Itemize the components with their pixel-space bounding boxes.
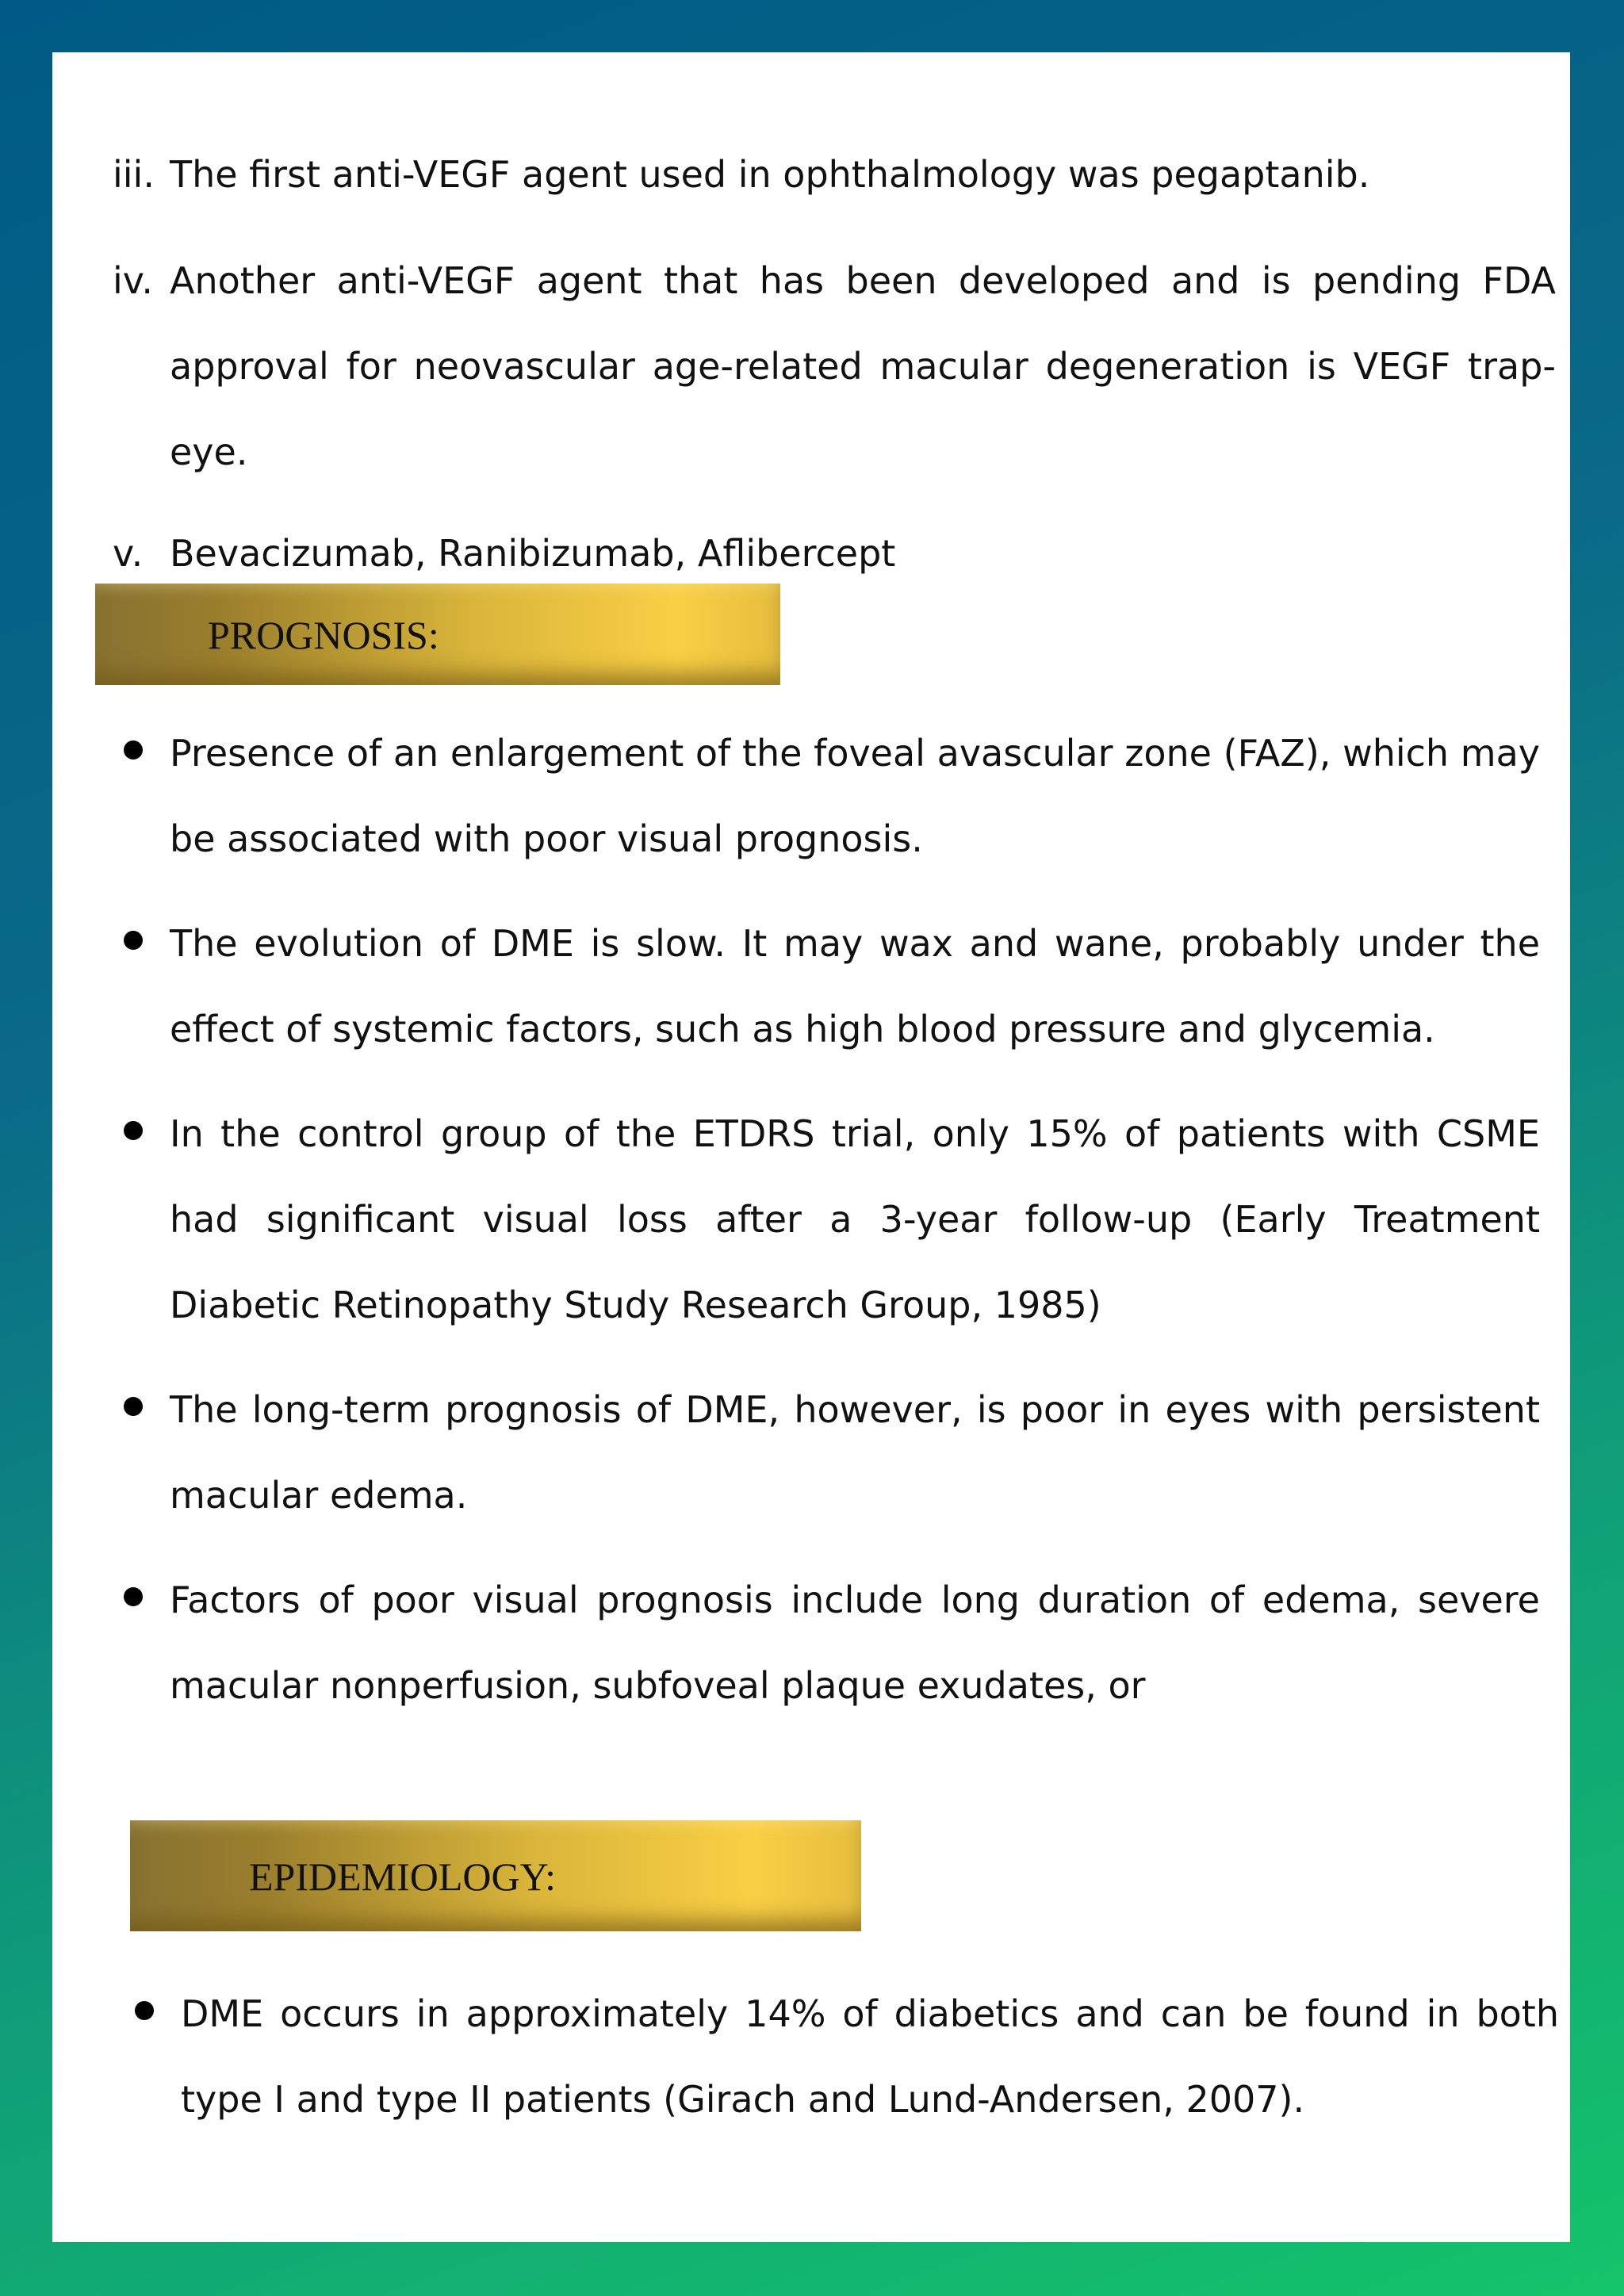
bullet-dot-icon [124,740,143,760]
prognosis-bullet-3 [113,1091,1540,1348]
prognosis-heading: PROGNOSIS: [208,613,439,657]
bullet-text: Presence of an enlargement of the foveal avascular zone (FAZ), which may be associated with poor visual prognosis. [170,732,1540,860]
bullet-dot-icon [124,1587,143,1606]
bullet-dot-icon [124,1121,143,1140]
bullet-dot-icon [135,2001,154,2020]
bullet-text: DME occurs in approximately 14% of diabetics and can be found in both type I and type II patients (Girach and Lund-Andersen, 2007). [181,1992,1559,2121]
list-item-text: The first anti-VEGF agent used in ophthalmology was pegaptanib. [170,153,1370,196]
epidemiology-heading: EPIDEMIOLOGY: [249,1854,557,1899]
list-number: iv. [113,259,154,302]
prognosis-bullet-2 [113,901,1540,1072]
bullet-dot-icon [124,931,143,950]
prognosis-heading-banner [95,584,780,685]
list-item-text: Bevacizumab, Ranibizumab, Aflibercept [170,532,896,575]
bullet-dot-icon [124,1397,143,1416]
list-number: v. [113,532,144,575]
list-item-iii [113,132,1556,217]
bullet-text: Factors of poor visual prognosis include long duration of edema, severe macular nonperfusion, subfoveal plaque exudates, or [170,1578,1540,1707]
prognosis-bullet-4 [113,1367,1540,1538]
epidemiology-bullet-1 [124,1971,1559,2142]
bullet-text: In the control group of the ETDRS trial, only 15% of patients with CSME had significant visual loss after a 3-year follow-up (Early Treatment Diabetic Retinopathy Study Research Group, 1985) [170,1112,1540,1326]
prognosis-list [113,710,1540,1801]
epidemiology-list [124,1971,1559,2177]
list-number: iii. [113,153,155,196]
prognosis-bullet-5 [113,1557,1540,1728]
prognosis-bullet-1 [113,710,1540,882]
list-item-text: Another anti-VEGF agent that has been developed and is pending FDA approval for neovascular age-related macular degeneration is VEGF trap-eye. [170,259,1556,473]
bullet-text: The long-term prognosis of DME, however, is poor in eyes with persistent macular edema. [170,1388,1540,1517]
list-item-iv [113,238,1556,495]
top-list-section [113,132,1556,606]
document-page [52,52,1570,2242]
bullet-text: The evolution of DME is slow. It may wax and wane, probably under the effect of systemic factors, such as high blood pressure and glycemia. [170,922,1540,1050]
epidemiology-heading-banner [130,1820,861,1931]
